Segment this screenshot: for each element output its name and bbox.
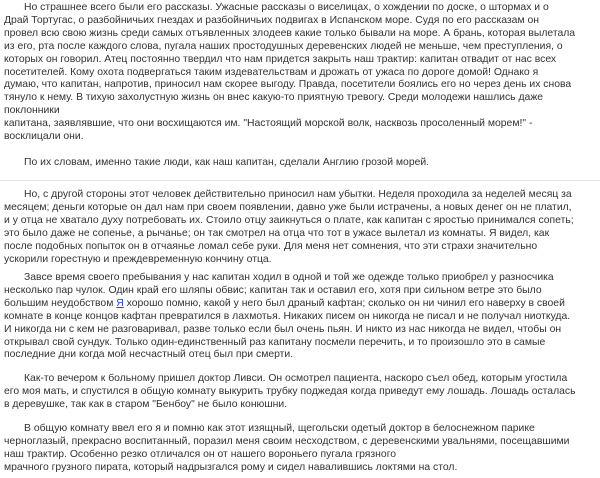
text-line: и у отца не хватало духу потребовать их. Стоило отцу заикнуться о плате, как капитан с яростью принимался сопеть; [4, 214, 574, 226]
text-line: поклонники [4, 105, 60, 117]
text-line: И никогда ни с кем не разговаривал, разве только если был очень пьян. И никто из нас никогда не видел, чтобы он [4, 323, 562, 335]
text-line: капитана, заявлявшие, что они восхищаются им. "Настоящий морской волк, насквозь просоленный морем!" - [4, 118, 533, 130]
text-line: несколько пар чулок. Один край его шляпы обвис; капитан так и оставил его, хотя при сильном ветре это было [4, 284, 542, 296]
text-line: последние дни когда мой несчастный отец был при смерти. [4, 349, 294, 361]
section-divider [0, 180, 600, 181]
text-line: это было даже не сопенье, а рычанье; он так смотрел на отца что тот в ужасе вылетал из комнаты. Я видел, как [4, 227, 550, 239]
text-line: Но страшнее всего были его рассказы. Ужасные рассказы о виселицах, о хождении по доске, о штормах и о [24, 2, 549, 13]
text-line: мрачного грузного пирата, который надрызгался рому и сидел навалившись локтями на стол. [4, 461, 458, 473]
text-line: наш трактир. Особенно резко отличался он от нашего вороньего пугала грязного [4, 448, 397, 460]
text-line: Завсе время своего пребывания у нас капитан ходил в одной и той же одежде только приобрел у разносчика [24, 272, 554, 283]
text-segment: хорошо помню, какой у него был драный кафтан; сколько он ни чинил его наверху в своей [123, 297, 565, 309]
text-line: Драй Тортугас, о разбойничьих гнездах и разбойничьих подвигах в Испанском море. Судя по его рассказам он [4, 14, 540, 26]
text-line: которых он говорил. Атец постоянно твердил что нам придется закрыть наш трактир: капитан отвадит от нас всех [4, 53, 557, 65]
text-line: думаю, что капитан, напротив, приносил нам скорее выгоду. Правда, посетители боялись его но через день их снова [4, 79, 572, 91]
text-segment: большим неудобством [4, 297, 117, 309]
text-line [4, 298, 596, 311]
text-line: По их словам, именно такие люди, как наш капитан, сделали Англию грозой морей. [24, 157, 430, 168]
text-line: ускорили горестную и преждевременную кончину отца. [4, 253, 272, 265]
text-line: открывал свой сундук. Только один-единственный раз капитану посмели перечить, и то произошло это в самые [4, 336, 546, 348]
text-line: тянуло к нему. В тихую захолустную жизнь он внес какую-то приятную тревогу. Среди молодежи нашлись даже [4, 92, 544, 104]
text-line: его моя мать, и спустился в общую комнату выкурить трубку поджедая когда приведут ему лошадь. Лошадь осталась [4, 385, 576, 397]
text-line: Но, с другой стороны этот человек действительно приносил нам убытки. Неделя проходила за неделей месяц за [24, 189, 572, 200]
text-line: в деревушке, так как в старом "Бенбоу" не было конюшни. [4, 398, 288, 410]
text-line: В общую комнату ввел его я и помню как этот изящный, щегольски одетый доктор в белоснежном парике [24, 423, 535, 434]
text-line: черноглазый, прекрасно воспитанный, поразил меня своим несходством, с деревенскими увальнями, посещавшими [4, 435, 570, 447]
text-line: после подобных попыток он в отчаянье ломал себе руки. Для меня нет сомнения, что эти страхи значительно [4, 240, 538, 252]
inline-link[interactable]: Я [116, 297, 124, 309]
text-line: из его, рта после каждого слова, пугала наших простодушных деревенских людей не меньше, чем преступления, о [4, 40, 563, 52]
text-line: месяцем; деньги которые он дал нам при своем появлении, давно уже были истрачены, а новых денег он не платил, [4, 201, 572, 213]
text-line: комнате в конце концов кафтан превратился в лахмотья. Никаких писем он никогда не писал и не получал ниоткуда. [4, 310, 571, 322]
text-line: провел всю свою жизнь среди самых отъявленных злодеев какие только бывали на море. А брань, которая вылетала [4, 27, 576, 39]
text-line: восклицали они. [4, 131, 84, 143]
text-line: Как-то вечером к больному пришел доктор Ливси. Он осмотрел пациента, наскоро съел обед, которым угостила [24, 373, 568, 384]
text-line: посетителей. Кому охота подвергаться таким издевательствам и дрожать от ужаса по дороге домой! Однако я [4, 66, 539, 78]
